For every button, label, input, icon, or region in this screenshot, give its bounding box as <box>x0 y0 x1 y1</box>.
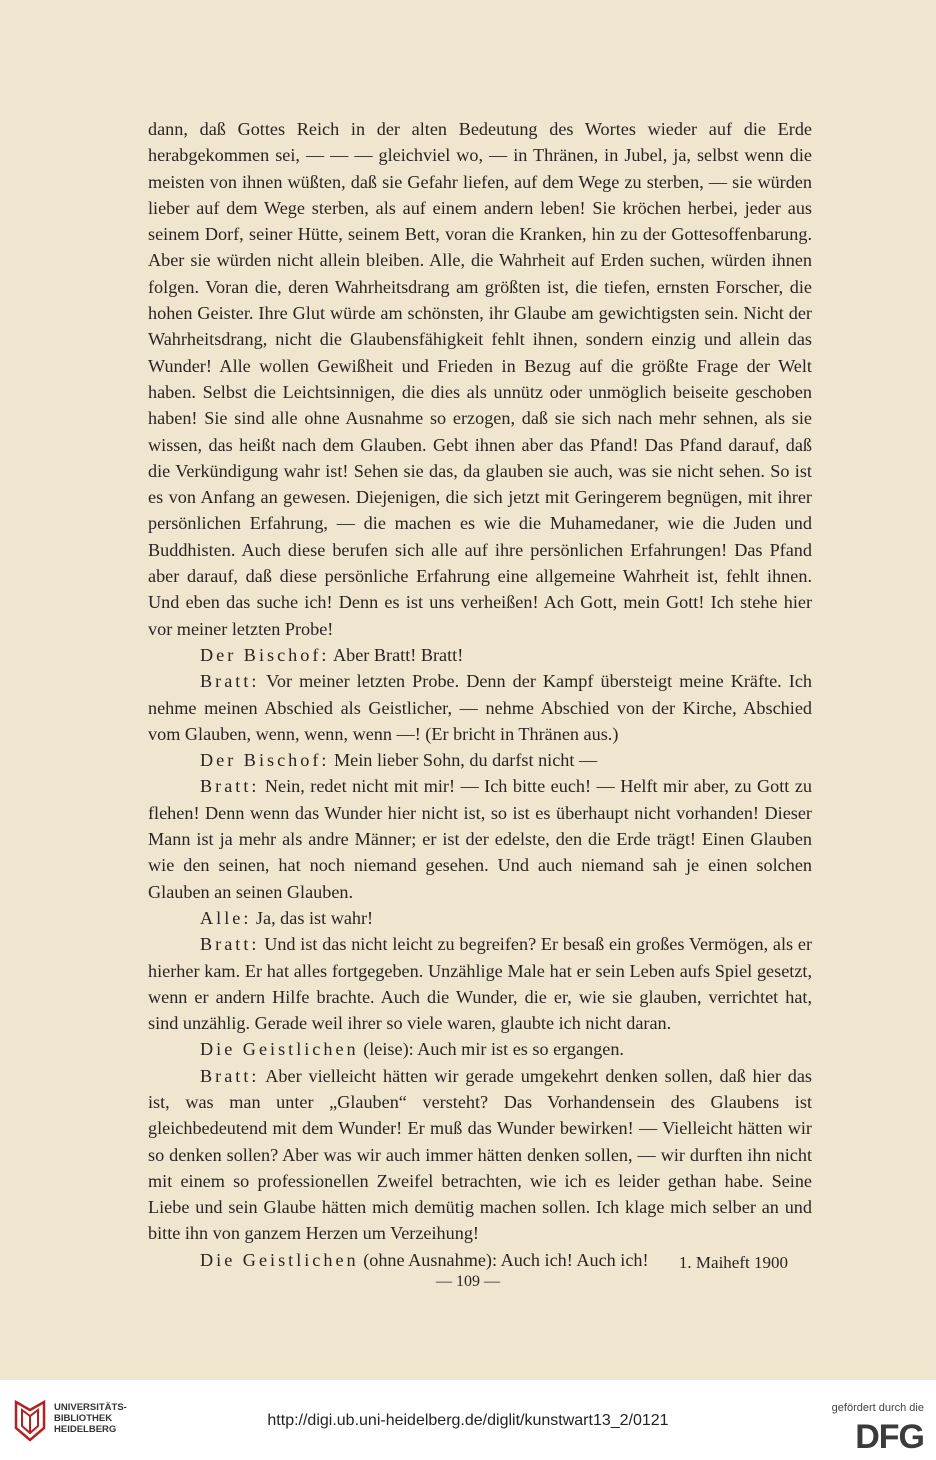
paragraph-9 <box>148 1063 812 1247</box>
speaker-name: Der Bischof: <box>200 750 330 771</box>
funding-note: gefördert durch die <box>831 1402 924 1414</box>
digitization-footer <box>0 1380 936 1460</box>
speaker-name: Bratt: <box>200 934 260 955</box>
paragraph-text: Aber Bratt! Bratt! <box>333 644 464 665</box>
speaker-name: Bratt: <box>200 671 260 692</box>
speaker-name: Die Geistlichen <box>200 1249 359 1270</box>
speaker-name: Bratt: <box>200 776 260 797</box>
issue-date: 1. Maiheft 1900 <box>678 1253 788 1272</box>
paragraph-text: Mein lieber Sohn, du darfst nicht — <box>334 750 598 771</box>
library-line-1: UNIVERSITÄTS- <box>54 1402 127 1413</box>
paragraph-1 <box>148 116 812 642</box>
paragraph-text: dann, daß Gottes Reich in der alten Bedeutung des Wortes wieder auf die Erde herabgekommen sei, — — — gleichviel wo, — in Thränen, in Jubel, ja, selbst wenn die meisten von ihnen wüßten, daß sie Gefahr liefen, auf dem Wege zu sterben, — sie würden lieber auf dem Wege sterben, als auf einem andern leben! Sie kröchen herbei, jeder aus seinem Dorf, seiner Hütte, seinem Bett, voran die Kranken, hin zu der Gottesoffenbarung. Aber sie würden nicht allein bleiben. Alle, die Wahrheit auf Erden suchen, würden ihnen folgen. Voran die, deren Wahrheitsdrang am größten ist, die tiefen, ernsten Forscher, die hohen Geister. Ihre Glut würde am schönsten, ihr Glaube am gewichtigsten sein. Nicht der Wahrheitsdrang, nicht die Glaubensfähigkeit fehlt ihnen, sondern einzig und allein das Wunder! Alle wollen Gewißheit und Frieden in Bezug auf die größte Frage der Welt haben. Selbst die Leichtsinnigen, die dies als unnütz oder unmöglich beiseite geschoben haben! Sie sind alle ohne Ausnahme so erzogen, daß sie sich nach mehr sehnen, als sie wissen, das heißt nach dem Glauben. Gebt ihnen aber das Pfand! Das Pfand darauf, daß die Verkündigung wahr ist! Sehen sie das, da glauben sie auch, was sie nicht sehen. So ist es von Anfang an gewesen. Diejenigen, die sich jetzt mit Geringerem begnügen, mit ihrer persönlichen Erfahrung, — die machen es wie die Muhamedaner, wie die Juden und Buddhisten. Auch diese berufen sich alle auf ihre persönlichen Erfahrungen! Das Pfand aber darauf, daß diese persönliche Erfahrung eine allgemeine Wahrheit ist, fehlt ihnen. Und eben das suche ich! Denn es ist uns verheißen! Ach Gott, mein Gott! Ich stehe hier vor meiner letzten Probe! <box>148 119 812 639</box>
paragraph-text: Ja, das ist wahr! <box>255 907 374 928</box>
paragraph-text: (leise): Auch mir ist es so ergangen. <box>363 1039 624 1060</box>
paragraph-6 <box>148 905 812 931</box>
body-text <box>148 116 812 1273</box>
paragraph-text: (ohne Ausnahme): Auch ich! Auch ich! <box>363 1249 649 1270</box>
library-line-3: HEIDELBERG <box>54 1424 117 1435</box>
paragraph-5 <box>148 773 812 904</box>
paragraph-3 <box>148 668 812 747</box>
paragraph-4 <box>148 747 812 773</box>
source-url-link[interactable]: http://digi.ub.uni-heidelberg.de/diglit/kunstwart13_2/0121 <box>267 1412 669 1429</box>
paragraph-7 <box>148 931 812 1036</box>
speaker-name: Der Bischof: <box>200 644 330 665</box>
paragraph-text: Vor meiner letzten Probe. Denn der Kampf übersteigt meine Kräfte. Ich nehme meinen Abschied als Geistlicher, — nehme Abschied von der Kirche, Abschied vom Glauben, wenn, wenn, wenn —! (Er bricht in Thränen aus.) <box>148 671 812 744</box>
speaker-name: Alle: <box>200 907 252 928</box>
paragraph-text: Nein, redet nicht mit mir! — Ich bitte euch! — Helft mir aber, zu Gott zu flehen! Denn wenn das Wunder hier nicht ist, so ist es überhaupt nicht vorhanden! Dieser Mann ist ja mehr als andre Männer; er ist der edelste, den die Erde trägt! Einen Glauben wie den seinen, hat noch niemand gesehen. Und auch niemand sah je einen solchen Glauben an seinen Glauben. <box>148 776 812 902</box>
speaker-name: Bratt: <box>200 1065 260 1086</box>
dfg-logo: DFG <box>855 1418 924 1456</box>
page-number: — 109 — <box>436 1273 500 1290</box>
paragraph-text: Aber vielleicht hätten wir gerade umgekehrt denken sollen, daß hier das ist, was man unter „Glauben“ versteht? Das Vorhandensein des Glaubens ist gleichbedeutend mit dem Wunder! Er muß das Wunder bewirken! — Vielleicht hätten wir so denken sollen? Aber was wir auch immer hätten denken sollen, — wir durften ihn nicht mit einem so professionellen Zweifel betrachten, wie ich es leider gethan habe. Seine Liebe und sein Glaube hätten mich demütig machen sollen. Ich klage mich selber an und bitte ihn von ganzem Herzen um Verzeihung! <box>148 1065 813 1244</box>
paragraph-8 <box>148 1036 812 1062</box>
speaker-name: Die Geistlichen <box>200 1039 359 1060</box>
paragraph-2 <box>148 642 812 668</box>
library-line-2: BIBLIOTHEK <box>54 1413 113 1424</box>
paragraph-text: Und ist das nicht leicht zu begreifen? Er besaß ein großes Vermögen, als er hierher kam. Er hat alles fortgegeben. Unzählige Male hat er sein Leben aufs Spiel gesetzt, wenn er andern Hilfe brachte. Auch die Wunder, die er, wie sie glauben, verrichtet hat, sind unzählig. Gerade weil ihrer so viele waren, glaubte ich nicht daran. <box>148 934 813 1034</box>
